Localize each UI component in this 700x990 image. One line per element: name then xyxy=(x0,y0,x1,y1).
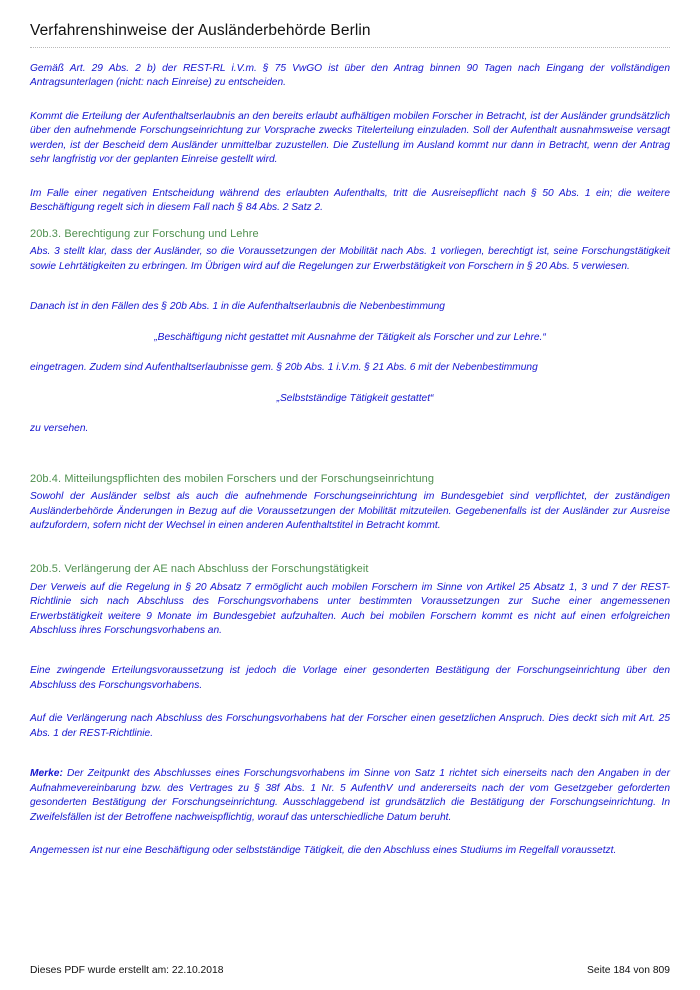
paragraph-9: Der Verweis auf die Regelung in § 20 Absatz 7 ermöglicht auch mobilen Forschern im Sinne von Artikel 25 Absatz 1, 3 und 7 der REST-Richtlinie sich nach Abschluss des Forschungsvorhabens unter bestimmten Voraussetzungen zur Suche einer angemessenen Erwerbstätigkeit weitere 9 Monate im Bundesgebiet aufzuhalten. Auch bei mobilen Forschern kommt es nicht auf einen erfolgreichen Abschluss ihres Forschungsvorhabens an. xyxy=(30,581,670,636)
paragraph-4: Abs. 3 stellt klar, dass der Ausländer, so die Voraussetzungen der Mobilität nach Abs. 1 vorliegen, berechtigt ist, seine Forschungstätigkeit sowie Lehrtätigkeiten zu erbringen. Im Übrigen wird auf die Regelungen zur Erwerbstätigkeit von Forschern in § 20 Abs. 5 verwiesen. xyxy=(30,246,670,272)
paragraph-6: eingetragen. Zudem sind Aufenthaltserlaubnisse gem. § 20b Abs. 1 i.V.m. § 21 Abs. 6 mit der Nebenbestimmung xyxy=(30,362,538,374)
section-heading-20b-3: 20b.3. Berechtigung zur Forschung und Lehre xyxy=(30,227,259,240)
paragraph-1: Gemäß Art. 29 Abs. 2 b) der REST-RL i.V.m. § 75 VwGO ist über den Antrag binnen 90 Tagen nach Eingang der vollständigen Antragsunterlagen (nicht: nach Einreise) zu entscheiden. xyxy=(30,63,670,89)
footer-page-number: Seite 184 von 809 xyxy=(586,965,670,976)
paragraph-11: Auf die Verlängerung nach Abschluss des Forschungsvorhabens hat der Forscher einen gesetzlichen Anspruch. Dies deckt sich mit Art. 25 Abs. 1 der REST-Richtlinie. xyxy=(30,713,670,739)
spacer xyxy=(30,547,670,560)
spacer xyxy=(30,287,670,300)
section-heading-20b-4: 20b.4. Mitteilungspflichten des mobilen Forschers und der Forschungseinrichtung xyxy=(30,472,435,485)
paragraph-2: Kommt die Erteilung der Aufenthaltserlaubnis an den bereits erlaubt aufhältigen mobilen Forscher in Betracht, ist der Ausländer grundsätzlich über den aufnehmende Forschungseinrichtung zur Vorsprache zwecks Titelerteilung einzuladen. Soll der Aufenthalt ausnahmsweise versagt werden, ist der Bescheid dem Ausländer unmittelbar zuzustellen. Die Zustellung im Ausland kommt nur dann in Betracht, wenn der Antrag sehr langfristig vor der geplanten Einreise gestellt wird. xyxy=(30,110,670,166)
spacer xyxy=(30,754,670,767)
paragraph-12 xyxy=(30,767,670,825)
page-title: Verfahrenshinweise der Ausländerbehörde Berlin xyxy=(30,22,371,39)
spacer xyxy=(30,450,670,470)
merke-label: Merke: xyxy=(30,768,63,780)
paragraph-7: zu versehen. xyxy=(30,423,89,435)
paragraph-3: Im Falle einer negativen Entscheidung während des erlaubten Aufenthalts, tritt die Ausreisepflicht nach § 50 Abs. 1 ein; die weitere Beschäftigung regelt sich in diesem Fall nach § 84 Abs. 2 Satz 2. xyxy=(30,187,670,214)
paragraph-13: Angemessen ist nur eine Beschäftigung oder selbstständige Tätigkeit, die den Abschluss eines Studiums im Regelfall voraussetzt. xyxy=(30,845,617,857)
quote-2: „Selbstständige Tätigkeit gestattet“ xyxy=(276,392,434,404)
page-footer xyxy=(30,965,670,976)
spacer xyxy=(30,651,670,664)
paragraph-8: Sowohl der Ausländer selbst als auch die aufnehmende Forschungseinrichtung im Bundesgebiet sind verpflichtet, der zuständigen Ausländerbehörde Änderungen in Bezug auf die Voraussetzungen der Mobilität mitzuteilen. Gegebenenfalls ist der Ausländer zur Ausreise aufzufordern, sofern nicht der Wechsel in einen anderen Aufenthaltstitel in Betracht kommt. xyxy=(30,491,670,532)
paragraph-5: Danach ist in den Fällen des § 20b Abs. 1 in die Aufenthaltserlaubnis die Nebenbestimmung xyxy=(30,301,445,313)
paragraph-10: Eine zwingende Erteilungsvoraussetzung ist jedoch die Vorlage einer gesonderten Bestätigung der Forschungseinrichtung über den Abschluss des Forschungsvorhabens. xyxy=(30,665,670,691)
quote-1: „Beschäftigung nicht gestattet mit Ausnahme der Tätigkeit als Forscher und zur Lehre.“ xyxy=(154,331,546,343)
title-divider xyxy=(30,47,670,48)
footer-created-date: Dieses PDF wurde erstellt am: 22.10.2018 xyxy=(30,965,224,976)
document-body xyxy=(30,62,670,859)
section-heading-20b-5: 20b.5. Verlängerung der AE nach Abschluss der Forschungstätigkeit xyxy=(30,562,369,575)
paragraph-12-text: Der Zeitpunkt des Abschlusses eines Forschungsvorhabens im Sinne von Satz 1 richtet sich einerseits nach den Angaben in der Aufnahmevereinbarung bzw. des Vertrages zu § 38f Abs. 1 Nr. 5 AufenthV und andererseits nach der vom Gesetzgeber geforderten gesonderten Bestätigung der Forschungseinrichtung. Ausschlaggebend ist grundsätzlich die Bestätigung der Forschungseinrichtung. In Zweifelsfällen ist der Betroffene nachweispflichtig, worauf das unterschiedliche Datum beruht. xyxy=(30,768,670,823)
